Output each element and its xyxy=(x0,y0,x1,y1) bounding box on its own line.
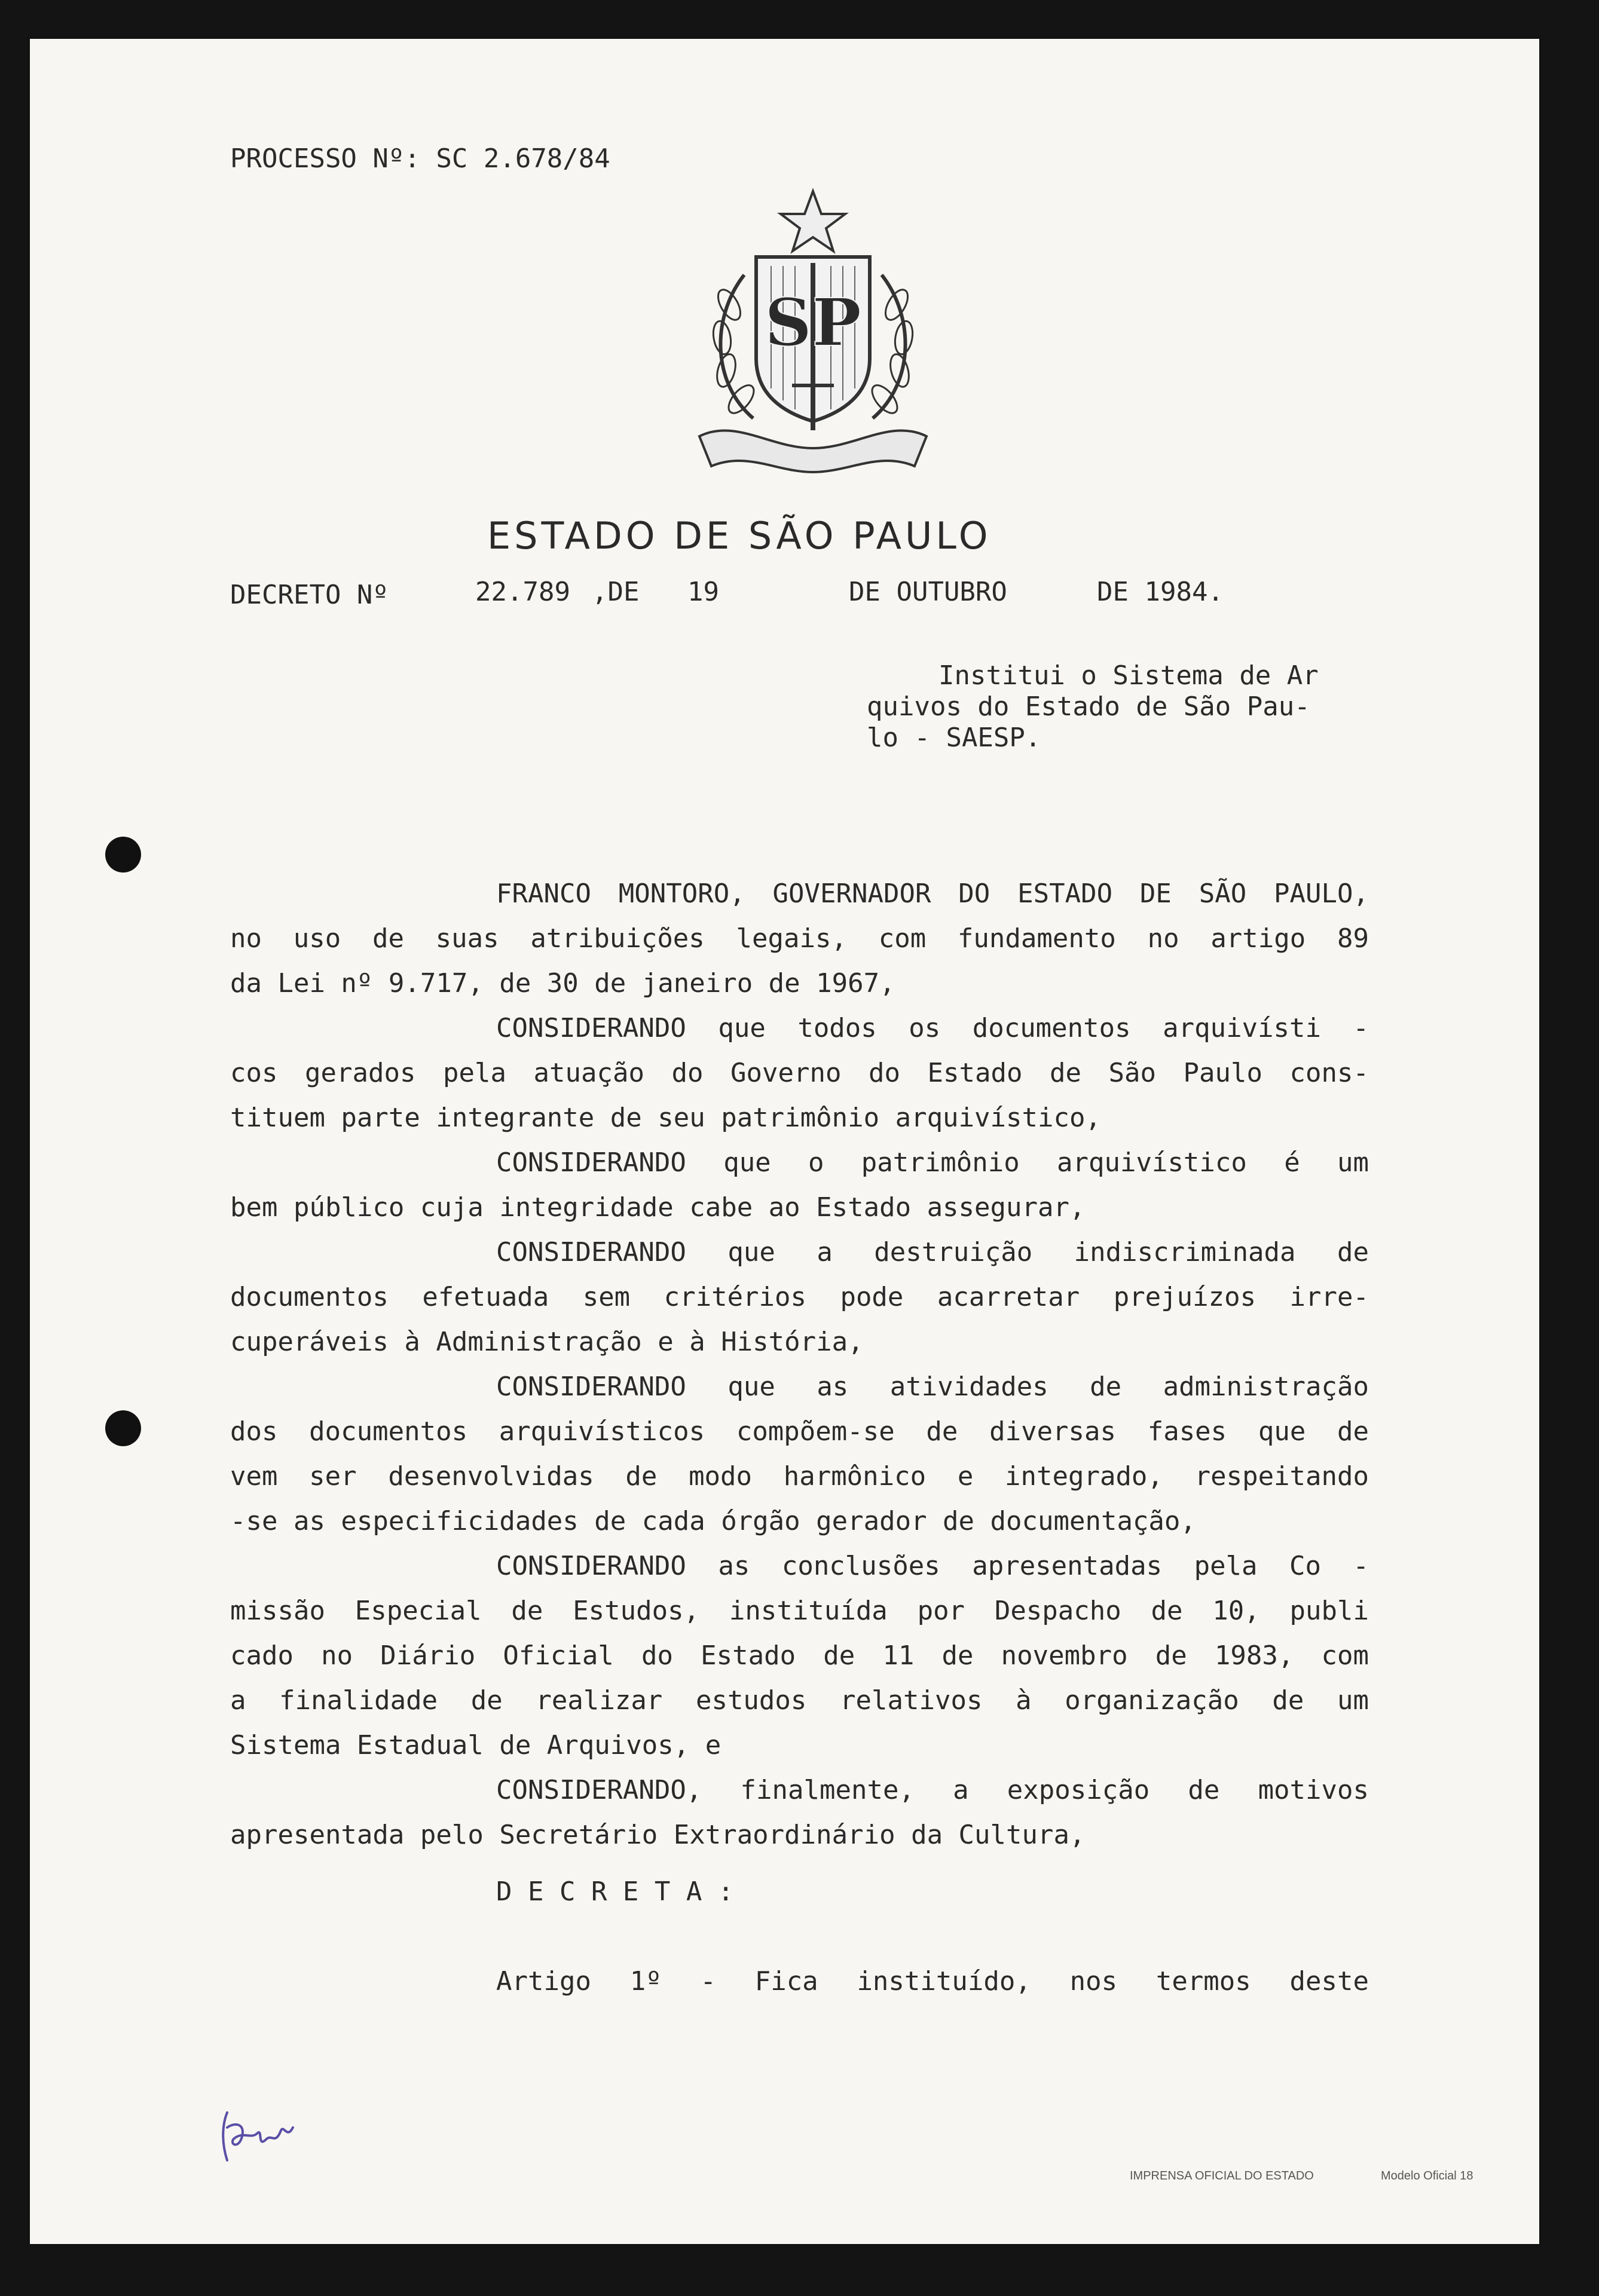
body-line: documentos efetuada sem critérios pode acarretar prejuízos irre- xyxy=(230,1282,1369,1312)
decree-year: DE 1984. xyxy=(1097,577,1224,607)
body-line: Sistema Estadual de Arquivos, e xyxy=(230,1730,721,1761)
body-line: dos documentos arquivísticos compõem-se de diversas fases que de xyxy=(230,1416,1369,1447)
decree-label: DECRETO Nº xyxy=(230,580,389,610)
body-line: tituem parte integrante de seu patrimônio arquivístico, xyxy=(230,1103,1101,1133)
punch-hole xyxy=(105,837,141,873)
body-line: cos gerados pela atuação do Governo do Estado de São Paulo cons- xyxy=(230,1058,1369,1088)
process-number: PROCESSO Nº: SC 2.678/84 xyxy=(230,143,610,174)
body-line: bem público cuja integridade cabe ao Estado assegurar, xyxy=(230,1192,1086,1223)
body-line: a finalidade de realizar estudos relativos à organização de um xyxy=(230,1685,1369,1716)
body-line: CONSIDERANDO que o patrimônio arquivístico é um xyxy=(496,1147,1369,1178)
body-line: missão Especial de Estudos, instituída por Despacho de 10, publi xyxy=(230,1596,1369,1626)
body-line: CONSIDERANDO que todos os documentos arquivísti - xyxy=(496,1013,1369,1043)
body-line: cado no Diário Oficial do Estado de 11 de novembro de 1983, com xyxy=(230,1640,1369,1671)
summary-line: lo - SAESP. xyxy=(867,723,1041,753)
decree-of: ,DE xyxy=(592,577,640,607)
printer-footer: IMPRENSA OFICIAL DO ESTADO xyxy=(1130,2169,1314,2182)
body-line: no uso de suas atribuições legais, com fundamento no artigo 89 xyxy=(230,923,1369,954)
punch-hole xyxy=(105,1410,141,1446)
body-line: CONSIDERANDO, finalmente, a exposição de motivos xyxy=(496,1775,1369,1805)
body-line: FRANCO MONTORO, GOVERNADOR DO ESTADO DE SÃO PAULO, xyxy=(496,878,1369,909)
summary-line: quivos do Estado de São Pau- xyxy=(867,691,1310,722)
summary-line: Institui o Sistema de Ar xyxy=(938,660,1319,691)
document-page xyxy=(30,39,1539,2244)
body-line: CONSIDERANDO as conclusões apresentadas pela Co - xyxy=(496,1551,1369,1581)
body-line: apresentada pelo Secretário Extraordinário da Cultura, xyxy=(230,1820,1086,1850)
body-line: cuperáveis à Administração e à História, xyxy=(230,1327,864,1357)
body-line: -se as especificidades de cada órgão gerador de documentação, xyxy=(230,1506,1196,1536)
decree-number: 22.789 xyxy=(475,577,570,607)
decree-month: DE OUTUBRO xyxy=(849,577,1007,607)
body-line: CONSIDERANDO que a destruição indiscriminada de xyxy=(496,1237,1369,1268)
body-line: CONSIDERANDO que as atividades de administração xyxy=(496,1372,1369,1402)
decree-day: 19 xyxy=(687,577,719,607)
decreta-heading: D E C R E T A : xyxy=(496,1876,734,1907)
emblem-letters: SP xyxy=(764,284,862,361)
state-title: ESTADO DE SÃO PAULO xyxy=(487,514,992,558)
handwritten-initials xyxy=(215,2104,311,2169)
model-footer: Modelo Oficial 18 xyxy=(1381,2169,1473,2182)
body-line: vem ser desenvolvidas de modo harmônico e integrado, respeitando xyxy=(230,1461,1369,1492)
article-1-line: Artigo 1º - Fica instituído, nos termos deste xyxy=(496,1966,1369,1997)
sao-paulo-coat-of-arms-icon xyxy=(687,185,938,475)
body-line: da Lei nº 9.717, de 30 de janeiro de 1967, xyxy=(230,968,895,999)
